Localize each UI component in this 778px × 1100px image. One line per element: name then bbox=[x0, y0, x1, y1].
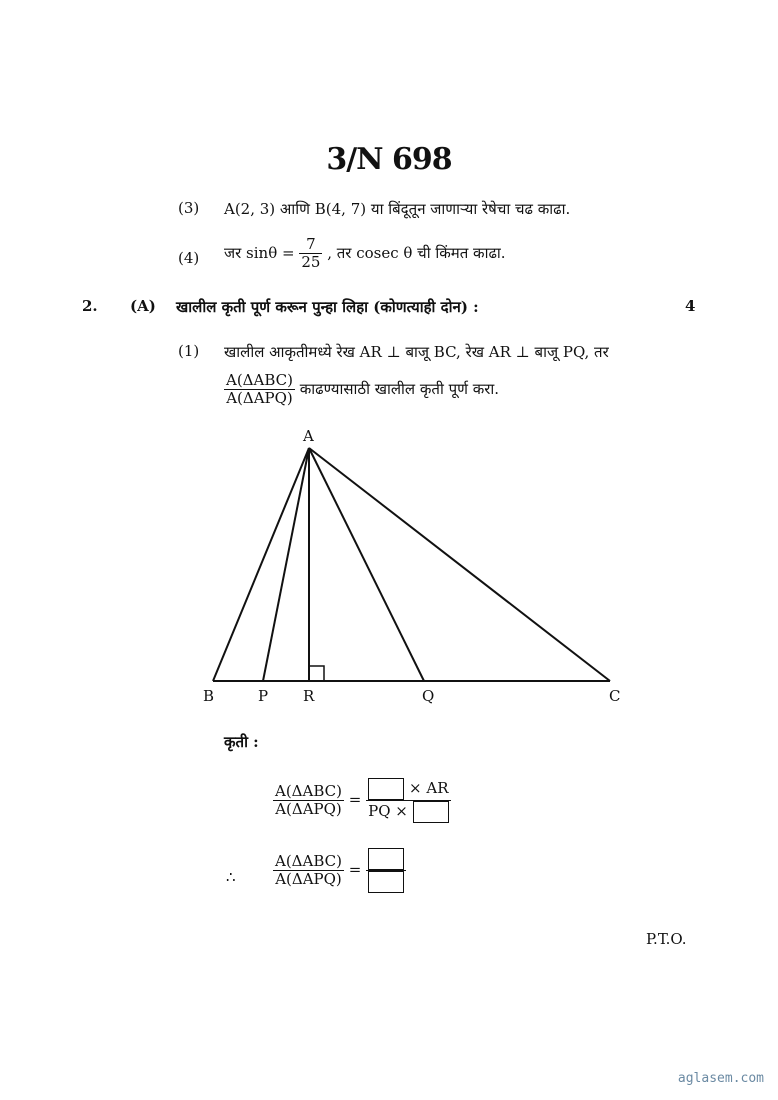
therefore-symbol: ∴ bbox=[226, 868, 236, 886]
question-4-prefix: जर sinθ = bbox=[224, 243, 295, 262]
area-ratio-numerator: A(ΔABC) bbox=[226, 371, 293, 389]
activity-rhs-2-denominator bbox=[366, 871, 406, 893]
watermark: aglasem.com bbox=[677, 1071, 764, 1086]
sin-fraction-numerator: 7 bbox=[299, 236, 322, 254]
question-2-part: (A) bbox=[130, 297, 156, 315]
answer-box-4[interactable] bbox=[368, 871, 404, 893]
activity-lhs-1-denominator: A(ΔAPQ) bbox=[275, 800, 342, 818]
activity-rhs-1-numerator bbox=[366, 778, 451, 801]
activity-lhs-2-numerator: A(ΔABC) bbox=[275, 851, 342, 870]
question-3-text: A(2, 3) आणि B(4, 7) या बिंदूतून जाणाऱ्या रेषेचा चढ काढा. bbox=[224, 200, 571, 218]
activity-rhs-2-numerator bbox=[366, 848, 406, 871]
question-4-number: (4) bbox=[178, 249, 200, 267]
activity-lhs-1-numerator: A(ΔABC) bbox=[275, 781, 342, 800]
question-2-title: खालील कृती पूर्ण करून पुन्हा लिहा (कोणत्याही दोन) : bbox=[176, 298, 479, 316]
label-a: A bbox=[303, 427, 314, 445]
subquestion-1-line1: खालील आकृतीमध्ये रेख AR ⊥ बाजू BC, रेख AR ⊥ बाजू PQ, तर bbox=[224, 343, 609, 361]
area-ratio-denominator: A(ΔAPQ) bbox=[226, 389, 293, 408]
label-b: B bbox=[203, 687, 215, 705]
side-ac bbox=[309, 448, 610, 681]
activity-title: कृती : bbox=[224, 733, 259, 751]
paper-code: 3/N 698 bbox=[326, 142, 452, 177]
activity-equation-1 bbox=[273, 778, 451, 823]
activity-rhs-1 bbox=[366, 778, 451, 823]
activity-lhs-2 bbox=[273, 853, 344, 889]
segment-ap bbox=[263, 448, 309, 681]
activity-rhs-2 bbox=[366, 848, 406, 893]
question-2-number: 2. bbox=[82, 297, 98, 315]
activity-equals-1: = bbox=[348, 790, 362, 809]
pq-times: PQ × bbox=[368, 802, 408, 820]
times-ar: × AR bbox=[409, 779, 449, 797]
label-q: Q bbox=[422, 687, 435, 705]
activity-lhs-1 bbox=[273, 783, 344, 819]
label-r: R bbox=[303, 687, 315, 705]
side-ab bbox=[213, 448, 309, 681]
pto-label: P.T.O. bbox=[646, 930, 687, 948]
segment-aq bbox=[309, 448, 424, 681]
question-4-suffix: , तर cosec θ ची किंमत काढा. bbox=[327, 243, 506, 262]
question-2-marks: 4 bbox=[685, 297, 696, 315]
label-p: P bbox=[258, 687, 269, 705]
answer-box-3[interactable] bbox=[368, 848, 404, 870]
answer-box-2[interactable] bbox=[413, 801, 449, 823]
activity-lhs-2-denominator: A(ΔAPQ) bbox=[275, 870, 342, 888]
label-c: C bbox=[609, 687, 621, 705]
subquestion-1-number: (1) bbox=[178, 342, 200, 360]
sin-fraction-denominator: 25 bbox=[301, 253, 321, 272]
question-3-number: (3) bbox=[178, 199, 200, 217]
answer-box-1[interactable] bbox=[368, 778, 404, 800]
subquestion-1-line2-text: काढण्यासाठी खालील कृती पूर्ण करा. bbox=[299, 379, 500, 398]
right-angle-mark bbox=[309, 666, 324, 681]
activity-rhs-1-denominator bbox=[366, 801, 451, 823]
activity-equals-2: = bbox=[348, 860, 362, 879]
activity-equation-2 bbox=[273, 848, 406, 893]
